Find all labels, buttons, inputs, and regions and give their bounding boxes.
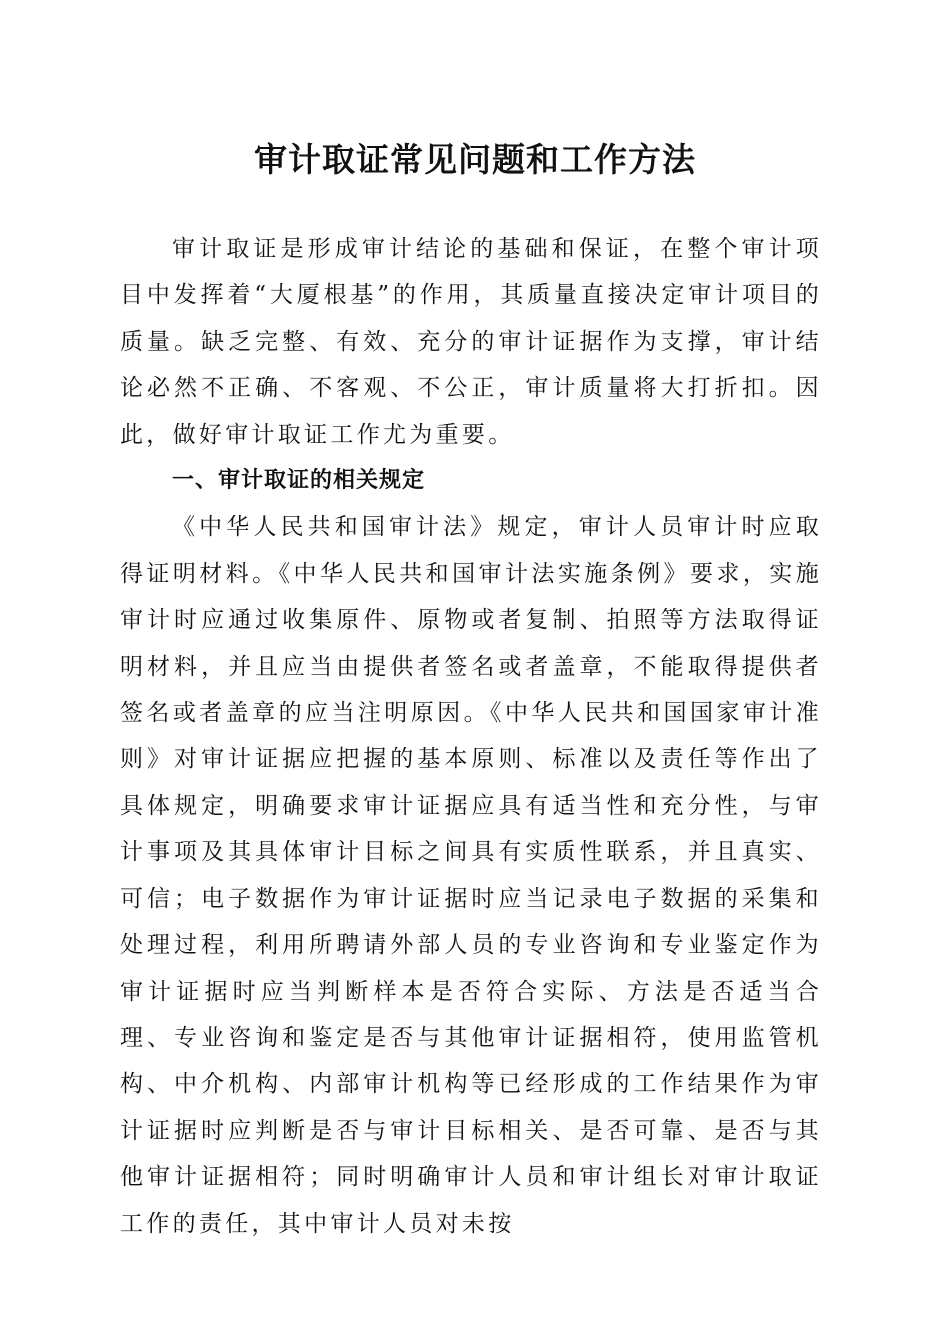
section-1-paragraph: 《中华人民共和国审计法》规定，审计人员审计时应取得证明材料。《中华人民共和国审计法实施条例》要求，实施审计时应通过收集原件、原物或者复制、拍照等方法取得证明材料，并且应当由提供者签名或者盖章，不能取得提供者签名或者盖章的应当注明原因。《中华人民共和国国家审计准则》对审计证据应把握的基本原则、标准以及责任等作出了具体规定，明确要求审计证据应具有适当性和充分性，与审计事项及其具体审计目标之间具有实质性联系，并且真实、可信；电子数据作为审计证据时应当记录电子数据的采集和处理过程，利用所聘请外部人员的专业咨询和专业鉴定作为审计证据时应当判断样本是否符合实际、方法是否适当合理、专业咨询和鉴定是否与其他审计证据相符，使用监管机构、中介机构、内部审计机构等已经形成的工作结果作为审计证据时应判断是否与审计目标相关、是否可靠、是否与其他审计证据相符；同时明确审计人员和审计组长对审计取证工作的责任，其中审计人员对未按: [120, 514, 822, 1237]
document-body: [120, 226, 822, 1247]
intro-paragraph: 审计取证是形成审计结论的基础和保证，在整个审计项目中发挥着“大厦根基”的作用，其质量直接决定审计项目的质量。缺乏完整、有效、充分的审计证据作为支撑，审计结论必然不正确、不客观、不公正，审计质量将大打折扣。因此，做好审计取证工作尤为重要。: [120, 236, 822, 448]
section-1-heading: 一、审计取证的相关规定: [172, 468, 426, 494]
document-title: 审计取证常见问题和工作方法: [254, 140, 696, 179]
